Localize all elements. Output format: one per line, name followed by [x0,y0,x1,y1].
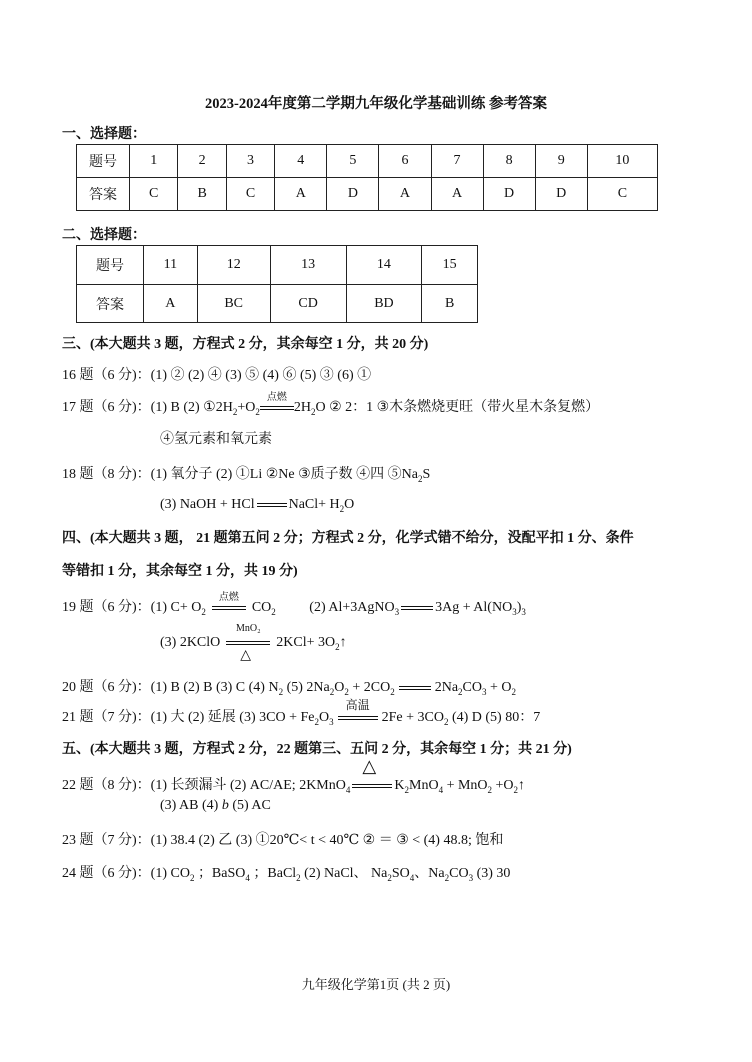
row-label-answer: 答案 [77,178,130,211]
table1-number-cell: 3 [226,145,274,178]
reaction-condition: 点燃 [260,400,294,416]
row-label-number: 题号 [77,145,130,178]
q23-answer: 23 题（7 分)：(1) 38.4 (2) 乙 (3) ①20℃< t < 40℃ ② ＝ ③ < (4) 48.8; 饱和 [62,833,504,848]
section3-heading: 三、(本大题共 3 题，方程式 2 分，其余每空 1 分，共 20 分) [62,337,429,352]
q24-answer: 24 题（6 分)：(1) $CO_2$ ；BaSO$_4$ ；BaCl$_2$ (2) NaCl、 $Na_2SO_4$、$Na_2CO_3$ (3) 30 [62,866,511,883]
table2-number-cell: 13 [270,246,346,285]
section1-heading: 一、选择题： [62,127,146,142]
q16-answer: 16 题（6 分)：(1) ② (2) ④ (3) ⑤ (4) ⑥ (5) ③ (6) ① [62,368,372,383]
q19-answer-line2: (3) 2KClO MnO₂ △ $2KCl+ 3O_2↑$ [160,623,347,663]
table2-number-cell: 11 [144,246,198,285]
table2-number-cell: 15 [422,246,478,285]
reaction-condition: 点燃 [212,600,246,616]
table2-number-cell: 12 [197,246,270,285]
table1-answer-cell: A [275,178,327,211]
page-title: 2023-2024年度第二学期九年级化学基础训练 参考答案 [205,96,547,112]
row-label-answer: 答案 [77,285,144,323]
table1-number-cell: 5 [327,145,379,178]
table1-answer-cell: D [535,178,587,211]
table2-answer-cell: A [144,285,198,323]
heat-triangle-icon: △ [240,648,252,663]
reaction-condition [352,756,392,794]
section4-heading-line2: 等错扣 1 分，其余每空 1 分，共 19 分) [62,564,298,579]
table2-answer-cell: BD [346,285,422,323]
heat-triangle-icon: △ [362,756,377,776]
table1-answer-cell: A [431,178,483,211]
table2-answer-cell: CD [270,285,346,323]
table1-answer-cell: A [379,178,431,211]
section2-heading: 二、选择题： [62,228,146,243]
q20-answer: 20 题（6 分)：(1) B (2) B (3) C (4) $N_2$ (5) $2Na_2O_2 + 2CO_2$ $2Na_2CO_3 + O_2$ [62,680,517,697]
table1-number-cell: 4 [275,145,327,178]
table1-number-cell: 7 [431,145,483,178]
table1-number-cell: 10 [587,145,657,178]
answer-table-2 [76,245,478,323]
q21-answer: 21 题（7 分)：(1) 大 (2) 延展 (3) $3CO + Fe_2O_3$ 高温 $2Fe + 3CO_2$ (4) D (5) 80：7 [62,698,541,727]
table1-number-cell: 6 [379,145,431,178]
q18-answer-line2: (3) NaOH + HCl NaCl+ $H_2O$ [160,497,355,514]
answer-table-1 [76,144,658,211]
q19-answer: 19 题（6 分)：(1) $C+ O_2$ 点燃 $CO_2$ (2) Al+3AgNO$_3$ $3Ag + Al(NO_3)_3$ [62,592,526,617]
q22-answer: 22 题（8 分)：(1) 长颈漏斗 (2) AC/AE; 2KMnO$_4$ △ $K_2MnO_4 + MnO_2$ $+O_2↑$ [62,756,526,795]
table1-answer-cell: B [178,178,226,211]
table1-number-cell: 8 [483,145,535,178]
q18-answer: 18 题（8 分)：(1) 氧分子 (2) ①Li ②Ne ③质子数 ④四 $⑤Na_2S$ [62,467,431,484]
table1-answer-cell: C [226,178,274,211]
row-label-number: 题号 [77,246,144,285]
table1-answer-cell: D [483,178,535,211]
section4-heading: 四、(本大题共 3 题， 21 题第五问 2 分；方程式 2 分，化学式错不给分，没配平扣 1 分、条件 [62,531,634,546]
table2-answer-cell: B [422,285,478,323]
table1-number-cell: 1 [130,145,178,178]
q22-answer-line2: (3) AB (4) b (5) AC [160,798,271,813]
table2-answer-cell: BC [197,285,270,323]
q17-answer-line2: ④氢元素和氧元素 [160,432,272,447]
reaction-condition: MnO₂ △ [226,635,270,651]
table1-answer-cell: C [587,178,657,211]
table1-answer-cell: D [327,178,379,211]
table1-answer-cell: C [130,178,178,211]
table1-number-cell: 9 [535,145,587,178]
table1-number-cell: 2 [178,145,226,178]
page-footer: 九年级化学第1页 (共 2 页) [301,977,451,992]
q17-answer: 17 题（6 分)：(1) B (2) $①2H_2+O_2$ 点燃 $2H_2O$ ② 2：1 ③木条燃烧更旺（带火星木条复燃） [62,392,600,417]
section5-heading: 五、(本大题共 3 题，方程式 2 分，22 题第三、五问 2 分，其余每空 1 分；共 21 分) [62,742,572,757]
table2-number-cell: 14 [346,246,422,285]
reaction-condition: 高温 [338,710,378,726]
